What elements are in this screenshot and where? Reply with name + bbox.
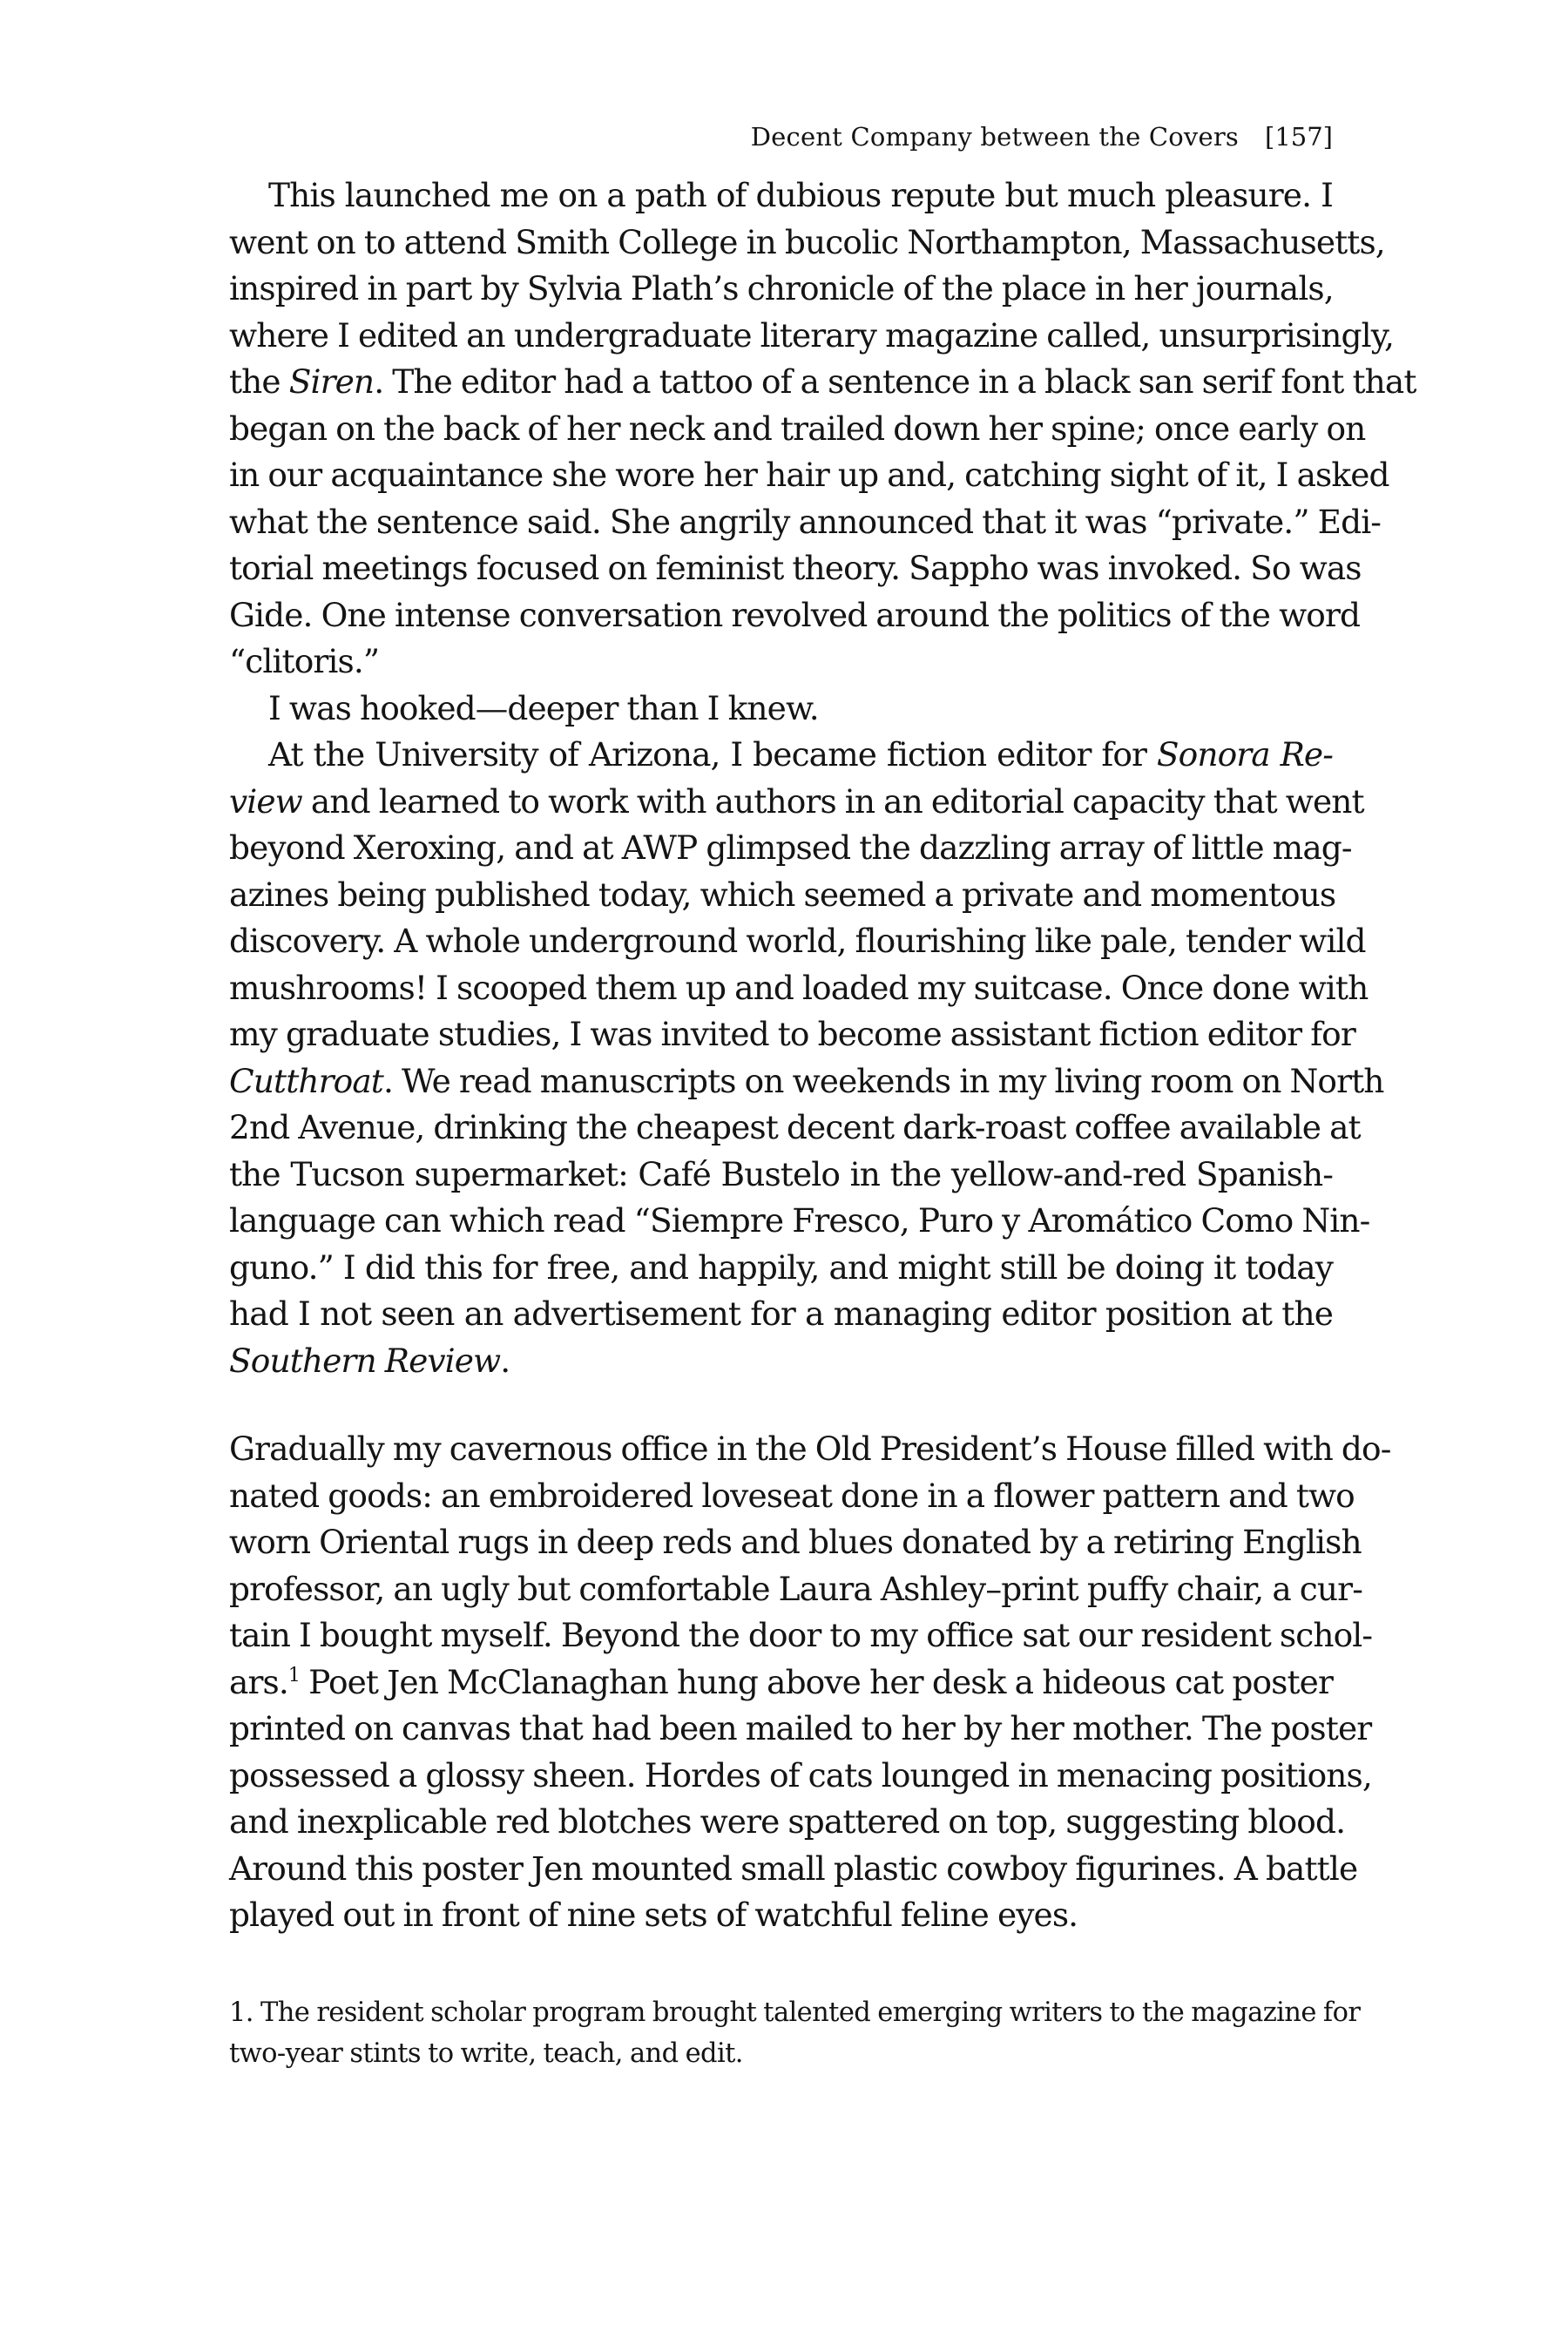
body-section-2	[229, 1426, 1391, 1939]
text-line	[229, 1846, 1358, 1893]
text-line	[229, 732, 1333, 779]
text-line	[229, 1152, 1333, 1199]
text-run: beyond Xeroxing, and at AWP glimpsed the dazzling array of little mag-	[229, 828, 1352, 867]
text-line	[229, 1291, 1333, 1338]
text-run: discovery. A whole underground world, flourishing like pale, tender wild	[229, 922, 1366, 960]
text-line	[229, 965, 1369, 1012]
text-run: Gradually my cavernous office in the Old President’s House filled with do-	[229, 1429, 1391, 1468]
text-run: worn Oriental rugs in deep reds and blues donated by a retiring English	[229, 1523, 1362, 1561]
text-line	[229, 1105, 1361, 1152]
text-run: began on the back of her neck and trailed down her spine; once early on	[229, 409, 1366, 448]
text-run: where I edited an undergraduate literary magazine called, unsurprisingly,	[229, 315, 1395, 355]
text-run: my graduate studies, I was invited to become assistant fiction editor for	[229, 1015, 1355, 1053]
italic-title: Siren	[288, 362, 375, 401]
text-line	[229, 1245, 1333, 1292]
text-run: Around this poster Jen mounted small plastic cowboy figurines. A battle	[229, 1848, 1358, 1888]
running-head	[229, 122, 1333, 152]
text-run: inspired in part by Sylvia Plath’s chronicle of the place in her journals,	[229, 269, 1334, 308]
text-run: Poet Jen McClanaghan hung above her desk a hideous cat poster	[299, 1662, 1333, 1701]
text-line	[229, 1473, 1355, 1520]
running-head-title: Decent Company between the Covers	[750, 122, 1240, 152]
text-run: played out in front of nine sets of watchful feline eyes.	[229, 1896, 1078, 1934]
text-line	[229, 452, 1389, 499]
text-run: and learned to work with authors in an editorial capacity that went	[301, 781, 1364, 821]
text-line	[229, 779, 1364, 826]
text-run: This launched me on a path of dubious repute but much pleasure. I	[268, 176, 1333, 214]
text-run: printed on canvas that had been mailed to her by her mother. The poster	[229, 1709, 1372, 1747]
text-line	[229, 545, 1362, 592]
text-line	[229, 918, 1366, 965]
text-run: guno.” I did this for free, and happily, and might still be doing it today	[229, 1247, 1333, 1287]
text-line	[229, 1011, 1355, 1058]
text-line	[229, 1753, 1372, 1800]
italic-title: view	[229, 781, 302, 821]
text-run: torial meetings focused on feminist theory. Sappho was invoked. So was	[229, 549, 1362, 587]
text-run: At the University of Arizona, I became fiction editor for	[268, 735, 1157, 774]
text-run: what the sentence said. She angrily announced that it was “private.” Edi-	[229, 502, 1382, 541]
text-line	[229, 1892, 1333, 1939]
text-line	[229, 1338, 1333, 1385]
text-line	[229, 266, 1333, 313]
text-line	[229, 172, 1333, 220]
text-run: mushrooms! I scooped them up and loaded my suitcase. Once done with	[229, 968, 1369, 1007]
text-line	[229, 1799, 1346, 1846]
text-run: I was hooked—deeper than I knew.	[268, 688, 819, 727]
text-run: 2nd Avenue, drinking the cheapest decent dark-roast coffee available at	[229, 1108, 1361, 1146]
text-run: tain I bought myself. Beyond the door to my office sat our resident schol-	[229, 1616, 1373, 1654]
text-line	[229, 825, 1352, 872]
text-line	[229, 1426, 1391, 1473]
text-line	[229, 1566, 1362, 1613]
text-run: the Tucson supermarket: Café Bustelo in the yellow-and-red Spanish-	[229, 1154, 1333, 1193]
text-line	[229, 639, 1333, 686]
footnote-line: two-year stints to write, teach, and edit.	[229, 2038, 743, 2069]
footnote	[229, 1992, 1361, 2074]
text-run: Gide. One intense conversation revolved around the politics of the word	[229, 595, 1361, 634]
text-run: in our acquaintance she wore her hair up and, catching sight of it, I asked	[229, 456, 1389, 494]
text-run: possessed a glossy sheen. Hordes of cats lounged in menacing positions,	[229, 1755, 1372, 1794]
text-run: azines being published today, which seemed a private and momentous	[229, 875, 1336, 914]
text-run: the	[229, 362, 289, 401]
footnotes	[229, 1992, 1361, 2074]
footnote-reference[interactable]: 1	[287, 1664, 300, 1686]
text-line	[229, 1612, 1373, 1659]
text-line	[229, 686, 1333, 733]
paragraph	[229, 732, 1384, 1384]
text-line	[229, 1058, 1384, 1105]
text-run: had I not seen an advertisement for a managing editor position at the	[229, 1294, 1333, 1333]
text-run: language can which read “Siempre Fresco, Puro y Aromático Como Nin-	[229, 1201, 1370, 1240]
text-run: ars.	[229, 1662, 288, 1701]
footnote-line: 1. The resident scholar program brought talented emerging writers to the magazine for	[229, 1997, 1361, 2028]
text-run: professor, an ugly but comfortable Laura Ashley–print puffy chair, a cur-	[229, 1569, 1362, 1608]
text-run: and inexplicable red blotches were spattered on top, suggesting blood.	[229, 1802, 1346, 1841]
text-line	[229, 406, 1366, 453]
text-line	[229, 1519, 1362, 1566]
text-run: .	[500, 1341, 510, 1380]
paragraph	[229, 172, 1416, 686]
italic-title: Sonora Re-	[1156, 735, 1333, 774]
body-section-1	[229, 172, 1416, 1384]
paragraph	[229, 1426, 1391, 1939]
text-line	[229, 592, 1361, 639]
text-line	[229, 359, 1416, 406]
text-line	[229, 872, 1336, 919]
text-line	[229, 1706, 1372, 1753]
text-line	[229, 220, 1385, 267]
text-line	[229, 499, 1382, 546]
text-line	[229, 1198, 1370, 1245]
text-run: . We read manuscripts on weekends in my living room on North	[382, 1061, 1384, 1100]
paragraph	[229, 686, 1333, 733]
text-run: nated goods: an embroidered loveseat done in a flower pattern and two	[229, 1476, 1355, 1515]
text-run: “clitoris.”	[229, 642, 380, 680]
page-number: [157]	[1265, 122, 1333, 152]
text-line	[229, 1659, 1333, 1707]
text-run: . The editor had a tattoo of a sentence in a black san serif font that	[374, 362, 1416, 401]
text-run: went on to attend Smith College in bucolic Northampton, Massachusetts,	[229, 222, 1385, 261]
italic-title: Southern Review	[229, 1341, 501, 1380]
text-line	[229, 313, 1395, 360]
italic-title: Cutthroat	[229, 1061, 383, 1100]
